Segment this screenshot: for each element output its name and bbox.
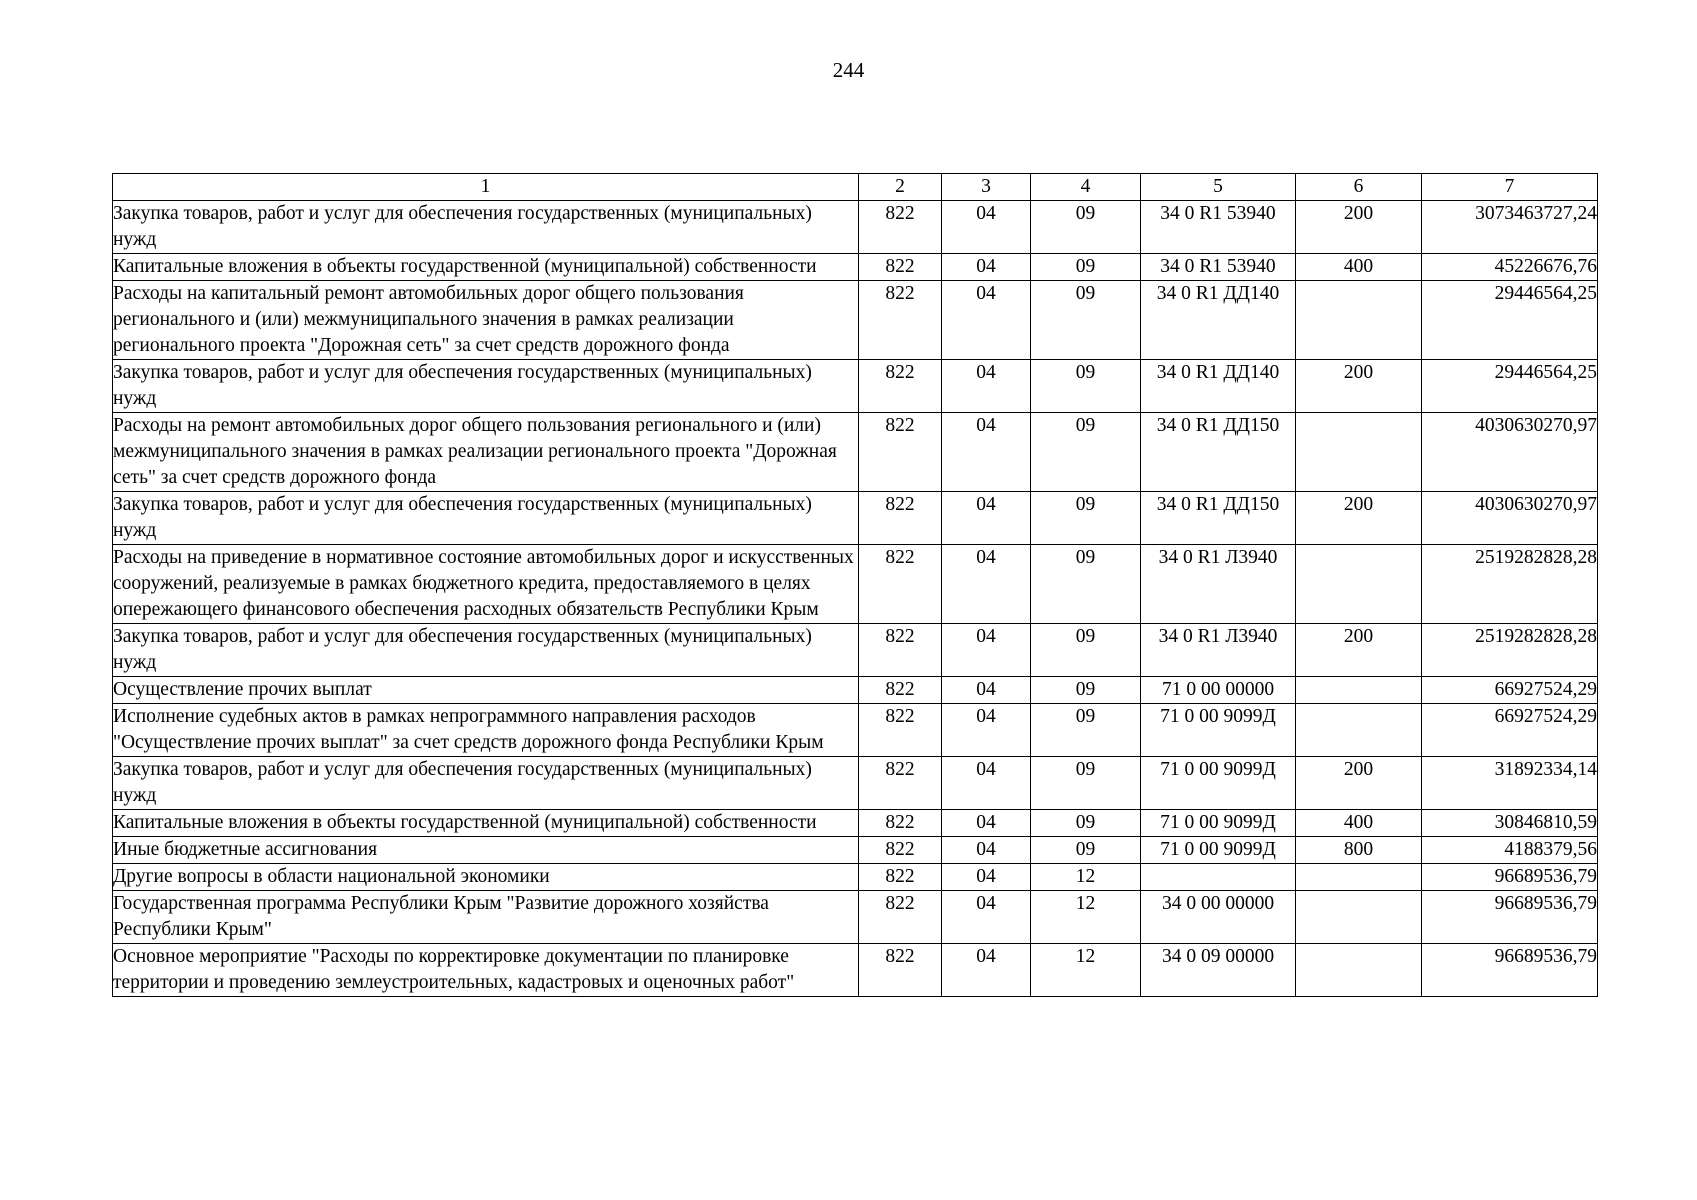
target-article-cell: 71 0 00 9099Д [1141, 704, 1296, 757]
expense-type-cell: 400 [1296, 810, 1422, 837]
target-article-cell: 34 0 R1 ДД150 [1141, 413, 1296, 492]
section-code-cell: 04 [942, 864, 1031, 891]
table-row [113, 864, 1598, 891]
grbs-code-cell: 822 [859, 704, 942, 757]
target-article-cell: 34 0 R1 Л3940 [1141, 624, 1296, 677]
item-name-cell: Капитальные вложения в объекты государственной (муниципальной) собственности [113, 254, 859, 281]
expense-type-cell: 200 [1296, 201, 1422, 254]
amount-cell: 96689536,79 [1422, 864, 1598, 891]
subsection-code-cell: 09 [1031, 413, 1141, 492]
grbs-code-cell: 822 [859, 757, 942, 810]
item-name-cell: Другие вопросы в области национальной экономики [113, 864, 859, 891]
amount-cell: 2519282828,28 [1422, 624, 1598, 677]
amount-cell: 4030630270,97 [1422, 492, 1598, 545]
item-name-cell: Закупка товаров, работ и услуг для обеспечения государственных (муниципальных) нужд [113, 492, 859, 545]
header-row [113, 174, 1598, 201]
amount-cell: 96689536,79 [1422, 891, 1598, 944]
target-article-cell: 34 0 09 00000 [1141, 944, 1296, 997]
grbs-code-cell: 822 [859, 413, 942, 492]
expense-type-cell [1296, 281, 1422, 360]
item-name-cell: Расходы на ремонт автомобильных дорог общего пользования регионального и (или) межмуниципального значения в рамках реализации регионального проекта "Дорожная сеть" за счет средств дорожного фонда [113, 413, 859, 492]
grbs-code-cell: 822 [859, 810, 942, 837]
item-name-cell: Капитальные вложения в объекты государственной (муниципальной) собственности [113, 810, 859, 837]
table-row [113, 413, 1598, 492]
subsection-code-cell: 09 [1031, 757, 1141, 810]
section-code-cell: 04 [942, 281, 1031, 360]
grbs-code-cell: 822 [859, 677, 942, 704]
target-article-cell: 71 0 00 9099Д [1141, 757, 1296, 810]
subsection-code-cell: 09 [1031, 677, 1141, 704]
grbs-code-cell: 822 [859, 492, 942, 545]
target-article-cell: 34 0 R1 ДД150 [1141, 492, 1296, 545]
section-code-cell: 04 [942, 677, 1031, 704]
expense-type-cell: 200 [1296, 757, 1422, 810]
grbs-code-cell: 822 [859, 864, 942, 891]
subsection-code-cell: 09 [1031, 810, 1141, 837]
grbs-code-cell: 822 [859, 254, 942, 281]
table-row [113, 704, 1598, 757]
item-name-cell: Расходы на капитальный ремонт автомобильных дорог общего пользования регионального и (или) межмуниципального значения в рамках реализации регионального проекта "Дорожная сеть" за счет средств дорожного фонда [113, 281, 859, 360]
subsection-code-cell: 09 [1031, 281, 1141, 360]
grbs-code-cell: 822 [859, 201, 942, 254]
section-code-cell: 04 [942, 810, 1031, 837]
subsection-code-cell: 09 [1031, 704, 1141, 757]
header-cell: 6 [1296, 174, 1422, 201]
amount-cell: 96689536,79 [1422, 944, 1598, 997]
amount-cell: 66927524,29 [1422, 677, 1598, 704]
target-article-cell: 34 0 R1 53940 [1141, 201, 1296, 254]
header-cell: 5 [1141, 174, 1296, 201]
item-name-cell: Закупка товаров, работ и услуг для обеспечения государственных (муниципальных) нужд [113, 624, 859, 677]
amount-cell: 4188379,56 [1422, 837, 1598, 864]
target-article-cell: 34 0 00 00000 [1141, 891, 1296, 944]
item-name-cell: Осуществление прочих выплат [113, 677, 859, 704]
table-row [113, 944, 1598, 997]
item-name-cell: Исполнение судебных актов в рамках непрограммного направления расходов "Осуществление прочих выплат" за счет средств дорожного фонда Республики Крым [113, 704, 859, 757]
amount-cell: 3073463727,24 [1422, 201, 1598, 254]
grbs-code-cell: 822 [859, 545, 942, 624]
table-row [113, 201, 1598, 254]
subsection-code-cell: 12 [1031, 944, 1141, 997]
amount-cell: 30846810,59 [1422, 810, 1598, 837]
section-code-cell: 04 [942, 492, 1031, 545]
item-name-cell: Иные бюджетные ассигнования [113, 837, 859, 864]
section-code-cell: 04 [942, 545, 1031, 624]
target-article-cell: 34 0 R1 53940 [1141, 254, 1296, 281]
amount-cell: 45226676,76 [1422, 254, 1598, 281]
table-row [113, 757, 1598, 810]
table-row [113, 810, 1598, 837]
target-article-cell: 34 0 R1 ДД140 [1141, 281, 1296, 360]
amount-cell: 29446564,25 [1422, 281, 1598, 360]
table-row [113, 837, 1598, 864]
section-code-cell: 04 [942, 413, 1031, 492]
section-code-cell: 04 [942, 757, 1031, 810]
target-article-cell: 34 0 R1 Л3940 [1141, 545, 1296, 624]
subsection-code-cell: 09 [1031, 254, 1141, 281]
amount-cell: 31892334,14 [1422, 757, 1598, 810]
header-cell: 2 [859, 174, 942, 201]
amount-cell: 2519282828,28 [1422, 545, 1598, 624]
amount-cell: 4030630270,97 [1422, 413, 1598, 492]
expense-type-cell [1296, 677, 1422, 704]
grbs-code-cell: 822 [859, 891, 942, 944]
subsection-code-cell: 12 [1031, 864, 1141, 891]
expense-type-cell [1296, 944, 1422, 997]
table-row [113, 492, 1598, 545]
expense-type-cell: 400 [1296, 254, 1422, 281]
target-article-cell: 71 0 00 9099Д [1141, 810, 1296, 837]
expense-type-cell: 800 [1296, 837, 1422, 864]
section-code-cell: 04 [942, 837, 1031, 864]
subsection-code-cell: 09 [1031, 837, 1141, 864]
subsection-code-cell: 09 [1031, 545, 1141, 624]
grbs-code-cell: 822 [859, 281, 942, 360]
item-name-cell: Закупка товаров, работ и услуг для обеспечения государственных (муниципальных) нужд [113, 201, 859, 254]
table-row [113, 624, 1598, 677]
header-cell: 3 [942, 174, 1031, 201]
subsection-code-cell: 09 [1031, 360, 1141, 413]
budget-table [112, 173, 1598, 997]
subsection-code-cell: 09 [1031, 201, 1141, 254]
expense-type-cell [1296, 864, 1422, 891]
section-code-cell: 04 [942, 624, 1031, 677]
item-name-cell: Основное мероприятие "Расходы по корректировке документации по планировке территории и проведению землеустроительных, кадастровых и оценочных работ" [113, 944, 859, 997]
subsection-code-cell: 09 [1031, 492, 1141, 545]
expense-type-cell [1296, 413, 1422, 492]
amount-cell: 29446564,25 [1422, 360, 1598, 413]
expense-type-cell: 200 [1296, 492, 1422, 545]
table-row [113, 254, 1598, 281]
table-row [113, 677, 1598, 704]
subsection-code-cell: 12 [1031, 891, 1141, 944]
expense-type-cell: 200 [1296, 624, 1422, 677]
header-cell: 1 [113, 174, 859, 201]
target-article-cell: 71 0 00 9099Д [1141, 837, 1296, 864]
page-number: 244 [832, 58, 865, 82]
table-row [113, 360, 1598, 413]
section-code-cell: 04 [942, 944, 1031, 997]
item-name-cell: Закупка товаров, работ и услуг для обеспечения государственных (муниципальных) нужд [113, 360, 859, 413]
header-cell: 7 [1422, 174, 1598, 201]
section-code-cell: 04 [942, 254, 1031, 281]
table-row [113, 545, 1598, 624]
section-code-cell: 04 [942, 360, 1031, 413]
header-cell: 4 [1031, 174, 1141, 201]
expense-type-cell [1296, 704, 1422, 757]
table-row [113, 281, 1598, 360]
item-name-cell: Государственная программа Республики Крым "Развитие дорожного хозяйства Республики Крым" [113, 891, 859, 944]
target-article-cell: 71 0 00 00000 [1141, 677, 1296, 704]
amount-cell: 66927524,29 [1422, 704, 1598, 757]
item-name-cell: Расходы на приведение в нормативное состояние автомобильных дорог и искусственных сооружений, реализуемые в рамках бюджетного кредита, предоставляемого в целях опережающего финансового обеспечения расходных обязательств Республики Крым [113, 545, 859, 624]
section-code-cell: 04 [942, 201, 1031, 254]
grbs-code-cell: 822 [859, 624, 942, 677]
grbs-code-cell: 822 [859, 360, 942, 413]
expense-type-cell [1296, 545, 1422, 624]
section-code-cell: 04 [942, 891, 1031, 944]
grbs-code-cell: 822 [859, 837, 942, 864]
section-code-cell: 04 [942, 704, 1031, 757]
table-row [113, 891, 1598, 944]
expense-type-cell [1296, 891, 1422, 944]
subsection-code-cell: 09 [1031, 624, 1141, 677]
expense-type-cell: 200 [1296, 360, 1422, 413]
grbs-code-cell: 822 [859, 944, 942, 997]
target-article-cell [1141, 864, 1296, 891]
target-article-cell: 34 0 R1 ДД140 [1141, 360, 1296, 413]
item-name-cell: Закупка товаров, работ и услуг для обеспечения государственных (муниципальных) нужд [113, 757, 859, 810]
